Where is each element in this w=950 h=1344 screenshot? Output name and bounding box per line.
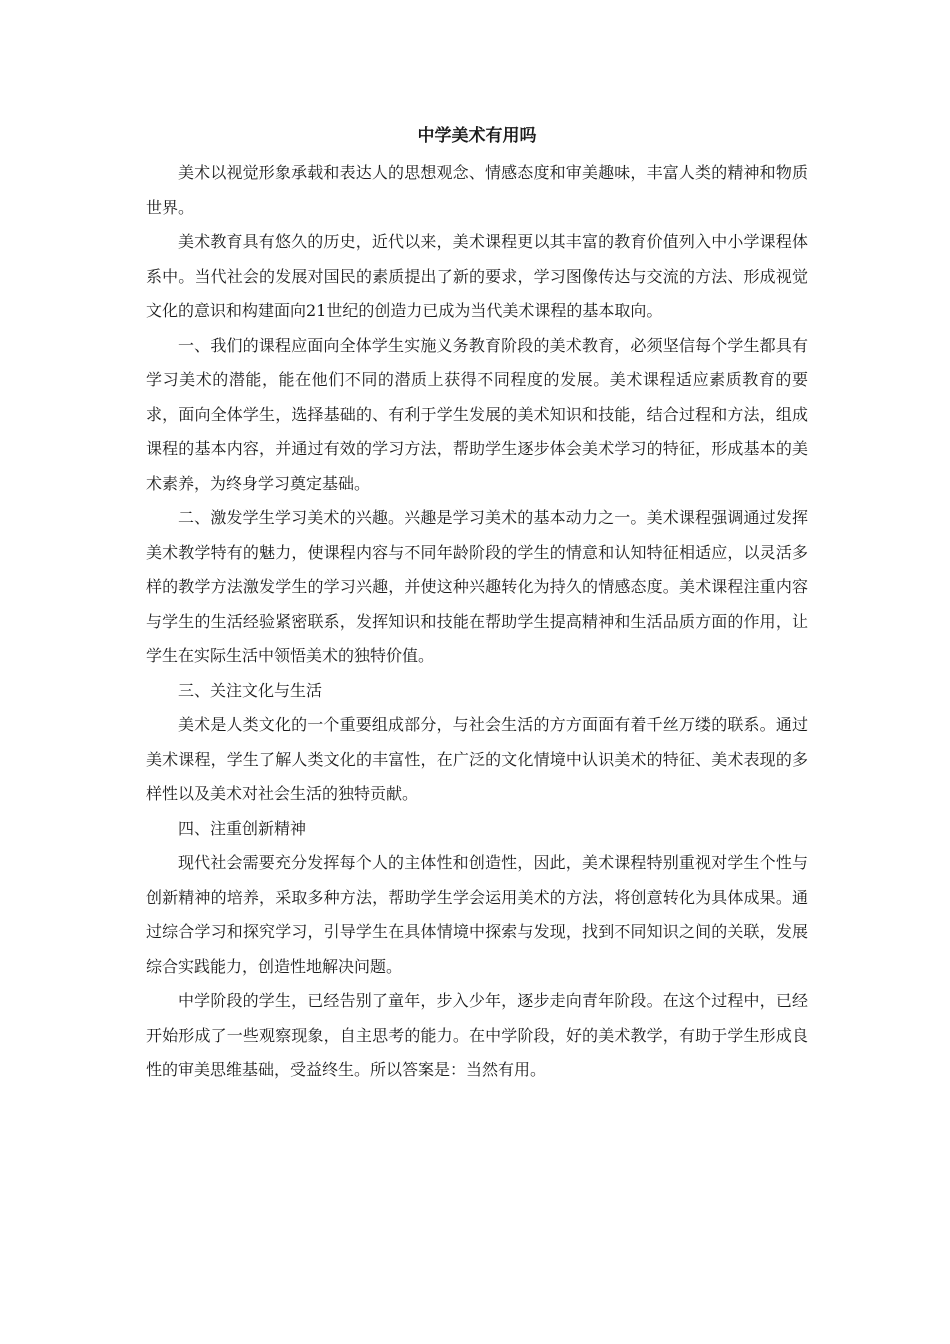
paragraph-conclusion: 中学阶段的学生，已经告别了童年，步入少年，逐步走向青年阶段。在这个过程中，已经开始形成了一些观察现象，自主思考的能力。在中学阶段，好的美术教学，有助于学生形成良性的审美思维基础，受益终生。所以答案是：当然有用。 [146, 991, 808, 1079]
heading-point-three: 三、关注文化与生活 [178, 680, 323, 700]
paragraph-point-one: 一、我们的课程应面向全体学生实施义务教育阶段的美术教育，必须坚信每个学生都具有学习美术的潜能，能在他们不同的潜质上获得不同程度的发展。美术课程适应素质教育的要求，面向全体学生，选择基础的、有利于学生发展的美术知识和技能，结合过程和方法，组成课程的基本内容，并通过有效的学习方法，帮助学生逐步体会美术学习的特征，形成基本的美术素养，为终身学习奠定基础。 [146, 335, 808, 493]
paragraph-intro: 美术以视觉形象承载和表达人的思想观念、情感态度和审美趣味，丰富人类的精神和物质世界。 [146, 163, 808, 217]
paragraph-innovation: 现代社会需要充分发挥每个人的主体性和创造性，因此，美术课程特别重视对学生个性与创新精神的培养，采取多种方法，帮助学生学会运用美术的方法，将创意转化为具体成果。通过综合学习和探究学习，引导学生在具体情境中探索与发现，找到不同知识之间的关联，发展综合实践能力，创造性地解决问题。 [146, 853, 808, 976]
paragraph-culture-life: 美术是人类文化的一个重要组成部分，与社会生活的方方面面有着千丝万缕的联系。通过美术课程，学生了解人类文化的丰富性，在广泛的文化情境中认识美术的特征、美术表现的多样性以及美术对社会生活的独特贡献。 [146, 715, 808, 803]
document-body [146, 122, 808, 1088]
paragraph-point-two: 二、激发学生学习美术的兴趣。兴趣是学习美术的基本动力之一。美术课程强调通过发挥美术教学特有的魅力，使课程内容与不同年龄阶段的学生的情意和认知特征相适应，以灵活多样的教学方法激发学生的学习兴趣，并使这种兴趣转化为持久的情感态度。美术课程注重内容与学生的生活经验紧密联系，发挥知识和技能在帮助学生提高精神和生活品质方面的作用，让学生在实际生活中领悟美术的独特价值。 [146, 508, 808, 665]
paragraph-history: 美术教育具有悠久的历史，近代以来，美术课程更以其丰富的教育价值列入中小学课程体系中。当代社会的发展对国民的素质提出了新的要求，学习图像传达与交流的方法、形成视觉文化的意识和构建面向21世纪的创造力已成为当代美术课程的基本取向。 [146, 232, 808, 320]
document-title: 中学美术有用吗 [417, 126, 537, 146]
heading-point-four: 四、注重创新精神 [178, 818, 307, 838]
